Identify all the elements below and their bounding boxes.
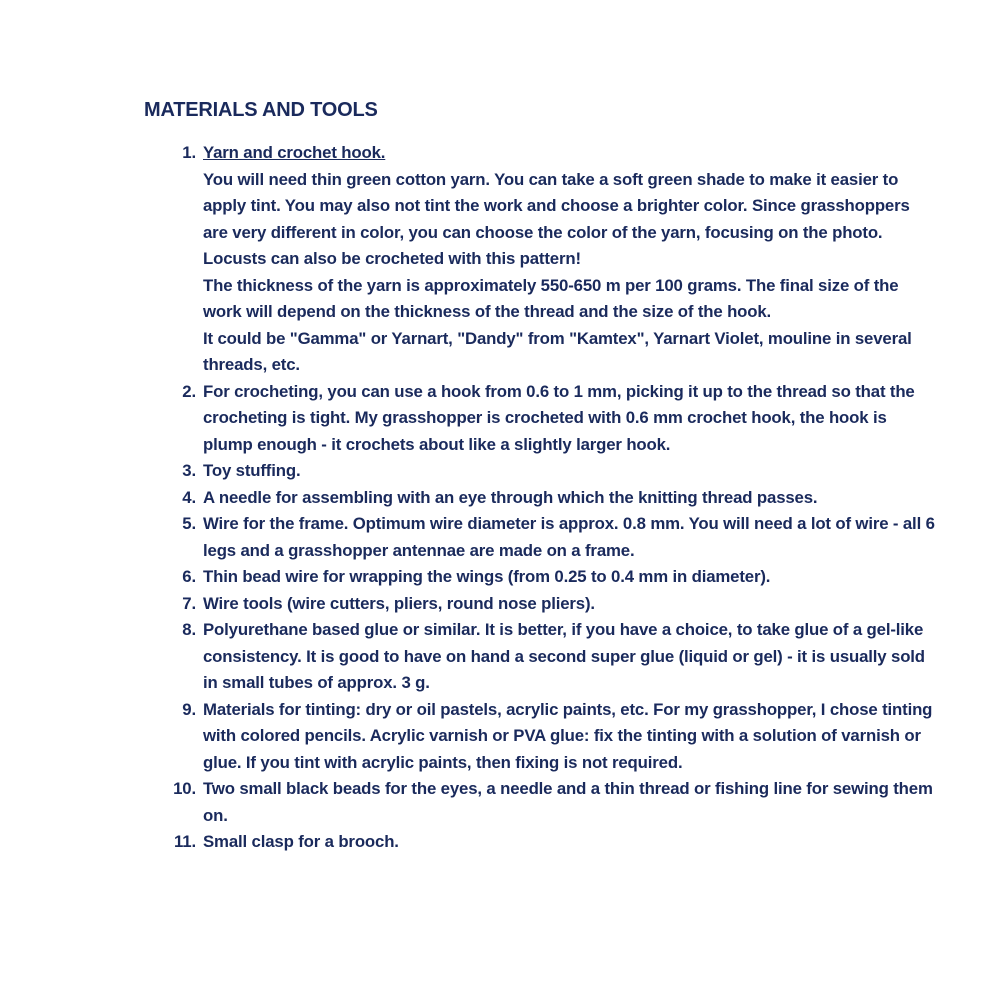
- item-number: 10.: [173, 779, 196, 798]
- item-text: Materials for tinting: dry or oil pastels, acrylic paints, etc. For my grasshopper, I chose tinting with colored pencils. Acrylic varnish or PVA glue: fix the tinting with a solution of varnish or glue. If you tint with acrylic paints, then fixing is not required.: [203, 699, 933, 772]
- item-text: A needle for assembling with an eye through which the knitting thread passes.: [203, 487, 818, 507]
- item-number: 4.: [182, 487, 196, 507]
- item-text: Thin bead wire for wrapping the wings (from 0.25 to 0.4 mm in diameter).: [203, 567, 771, 586]
- item-number: 8.: [182, 620, 196, 639]
- item-text: Two small black beads for the eyes, a needle and a thin thread or fishing line for sewing them on.: [203, 779, 933, 825]
- item-number: 6.: [182, 567, 196, 586]
- item-number: 9.: [182, 699, 196, 719]
- list-item: [166, 829, 936, 856]
- list-item: [166, 617, 936, 697]
- item-text: Polyurethane based glue or similar. It is better, if you have a choice, to take glue of a gel-like consistency. It is good to have on hand a second super glue (liquid or gel) - it is usually sold in small tubes of approx. 3 g.: [203, 620, 925, 692]
- item-text: Toy stuffing.: [203, 461, 301, 480]
- list-item: [166, 776, 936, 829]
- item-paragraph: It could be "Gamma" or Yarnart, "Dandy" from "Kamtex", Yarnart Violet, mouline in several threads, etc.: [203, 328, 912, 374]
- item-number: 3.: [182, 461, 196, 480]
- item-number: 2.: [182, 381, 196, 401]
- materials-list: [166, 140, 936, 856]
- item-title: Yarn and crochet hook.: [203, 143, 386, 162]
- list-item: [166, 379, 936, 459]
- item-number: 7.: [182, 593, 196, 613]
- item-number: 5.: [182, 514, 196, 533]
- item-text: Wire for the frame. Optimum wire diameter is approx. 0.8 mm. You will need a lot of wire - all 6 legs and a grasshopper antennae are made on a frame.: [203, 514, 935, 560]
- item-number: 11.: [174, 832, 196, 851]
- list-item: [166, 140, 936, 379]
- section-heading: MATERIALS AND TOOLS: [144, 99, 378, 121]
- list-item: [166, 697, 936, 777]
- list-item: [166, 591, 936, 618]
- item-paragraph: You will need thin green cotton yarn. You can take a soft green shade to make it easier to apply tint. You may also not tint the work and choose a brighter color. Since grasshoppers are very different in color, you can choose the color of the yarn, focusing on the photo. Locusts can also be crocheted with this pattern!: [203, 169, 910, 268]
- list-item: [166, 458, 936, 485]
- list-item: [166, 485, 936, 512]
- item-text: Wire tools (wire cutters, pliers, round nose pliers).: [203, 593, 595, 613]
- item-text: Small clasp for a brooch.: [203, 832, 399, 851]
- item-paragraph: The thickness of the yarn is approximately 550-650 m per 100 grams. The final size of the work will depend on the thickness of the thread and the size of the hook.: [203, 275, 899, 321]
- item-number: 1.: [182, 143, 196, 162]
- list-item: [166, 511, 936, 564]
- list-item: [166, 564, 936, 591]
- item-text: For crocheting, you can use a hook from 0.6 to 1 mm, picking it up to the thread so that the crocheting is tight. My grasshopper is crocheted with 0.6 mm crochet hook, the hook is plump enough - it crochets about like a slightly larger hook.: [203, 381, 915, 454]
